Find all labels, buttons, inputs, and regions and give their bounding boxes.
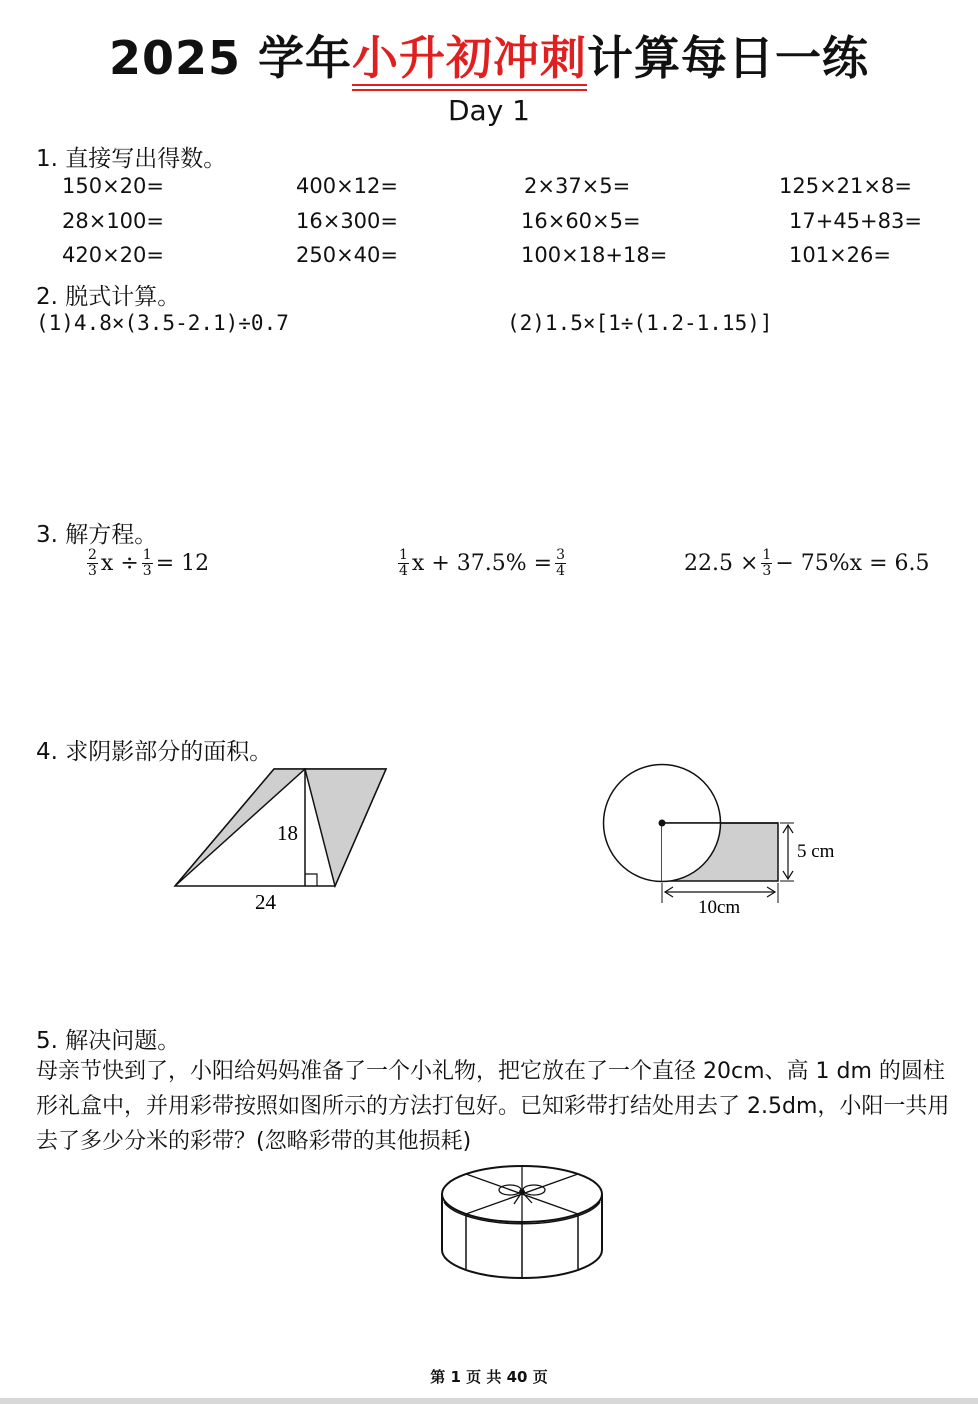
q1-r2-c2: 16×300=	[296, 209, 398, 233]
title-highlight: 小升初冲刺	[352, 31, 588, 85]
q4-heading: 4. 求阴影部分的面积。	[36, 739, 273, 765]
q3-equation-3: 22.5 × $\frac{1}{3}$ − 75%x = 6.5	[684, 547, 930, 579]
page-number: 第 1 页 共 40 页	[430, 1368, 548, 1386]
title-suffix: 计算每日一练	[587, 31, 870, 85]
q5-heading: 5. 解决问题。	[36, 1028, 181, 1054]
page-subtitle: Day 1	[447, 94, 530, 127]
q1-r2-c3: 16×60×5=	[521, 209, 641, 233]
q1-heading: 1. 直接写出得数。	[36, 146, 227, 172]
fraction: $\frac{2}{3}$	[88, 547, 97, 579]
q5-problem-text: 母亲节快到了，小阳给妈妈准备了一个小礼物，把它放在了一个直径 20cm、高 1 dm 的圆柱形礼盒中，并用彩带按照如图所示的方法打包好。已知彩带打结处用去了 2.5dm，小阳一共用去了多少分米的彩带？(忽略彩带的其他损耗)	[36, 1059, 950, 1154]
q1-r3-c4: 101×26=	[789, 243, 891, 267]
q2-item-1: (1)4.8×(3.5-2.1)÷0.7	[36, 311, 289, 335]
page-title	[0, 22, 978, 88]
fraction: $\frac{1}{3}$	[762, 547, 772, 579]
base-label: 24	[255, 890, 276, 914]
fraction: $\frac{1}{3}$	[142, 547, 152, 579]
q1-r1-c1: 150×20=	[62, 174, 164, 198]
q1-r3-c2: 250×40=	[296, 243, 398, 267]
q2-heading: 2. 脱式计算。	[36, 284, 181, 310]
q1-r3-c1: 420×20=	[62, 243, 164, 267]
fraction: $\frac{1}{4}$	[399, 547, 408, 579]
q1-r1-c2: 400×12=	[296, 174, 398, 198]
parallelogram-figure	[160, 760, 400, 920]
title-prefix: 2025 学年	[108, 31, 353, 85]
q1-r1-c3: 2×37×5=	[524, 174, 631, 198]
gift-box-figure	[436, 1158, 608, 1288]
bottom-bar	[0, 1398, 978, 1404]
width-label: 10cm	[698, 897, 741, 918]
q1-r2-c4: 17+45+83=	[789, 209, 922, 233]
q1-r3-c3: 100×18+18=	[521, 243, 668, 267]
circle-rectangle-figure	[595, 755, 860, 925]
q3-equation-1: $\frac{2}{3}$ x ÷ $\frac{1}{3}$ = 12	[88, 547, 210, 579]
q1-r1-c4: 125×21×8=	[779, 174, 912, 198]
q3-equation-2: $\frac{1}{4}$ x + 37.5% = $\frac{3}{4}$	[399, 547, 565, 579]
q1-r2-c1: 28×100=	[62, 209, 164, 233]
height-label: 18	[277, 821, 298, 845]
q3-heading: 3. 解方程。	[36, 522, 158, 548]
height-label: 5 cm	[797, 841, 835, 862]
q2-item-2: (2)1.5×[1÷(1.2-1.15)]	[507, 311, 773, 335]
fraction: $\frac{3}{4}$	[556, 547, 565, 579]
